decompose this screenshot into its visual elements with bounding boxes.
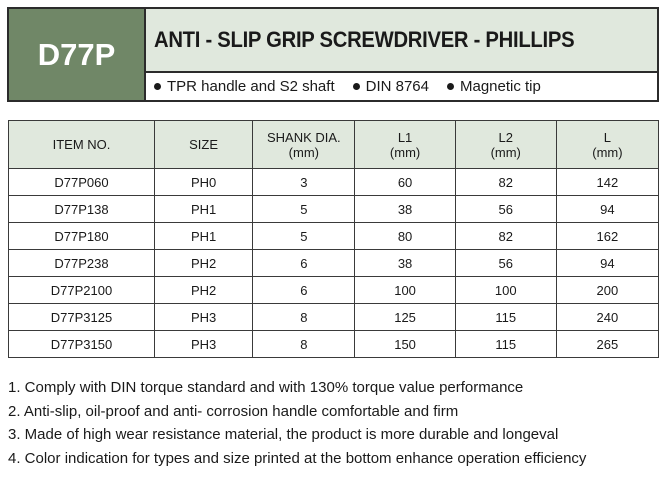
cell-shank-dia: 8	[253, 331, 355, 358]
cell-size: PH2	[155, 277, 253, 304]
table-row	[9, 304, 659, 331]
cell-item-no: D77P138	[9, 196, 155, 223]
cell-l1: 38	[355, 250, 455, 277]
cell-size: PH1	[155, 223, 253, 250]
cell-l1: 125	[355, 304, 455, 331]
product-code: D77P	[9, 9, 146, 100]
table-row	[9, 223, 659, 250]
table-row	[9, 277, 659, 304]
column-header-shank-dia: SHANK DIA. (mm)	[253, 121, 355, 169]
cell-l2: 82	[455, 223, 556, 250]
feature-label: DIN 8764	[365, 78, 429, 95]
cell-size: PH3	[155, 304, 253, 331]
cell-item-no: D77P238	[9, 250, 155, 277]
column-header-l: L (mm)	[556, 121, 658, 169]
cell-shank-dia: 6	[253, 250, 355, 277]
feature-item	[353, 78, 429, 95]
column-header-item-no: ITEM NO.	[9, 121, 155, 169]
cell-l1: 60	[355, 169, 455, 196]
cell-shank-dia: 8	[253, 304, 355, 331]
header-right	[146, 9, 657, 100]
bullet-icon	[353, 83, 360, 90]
cell-l2: 115	[455, 331, 556, 358]
notes-list	[8, 376, 663, 470]
cell-l: 94	[556, 250, 658, 277]
cell-size: PH1	[155, 196, 253, 223]
product-header	[7, 7, 659, 102]
bullet-icon	[447, 83, 454, 90]
feature-item	[447, 78, 541, 95]
cell-l: 162	[556, 223, 658, 250]
cell-l1: 80	[355, 223, 455, 250]
cell-l2: 115	[455, 304, 556, 331]
cell-l: 94	[556, 196, 658, 223]
cell-l: 240	[556, 304, 658, 331]
cell-l1: 100	[355, 277, 455, 304]
feature-item	[154, 78, 335, 95]
cell-l2: 56	[455, 250, 556, 277]
cell-l2: 82	[455, 169, 556, 196]
cell-item-no: D77P2100	[9, 277, 155, 304]
cell-shank-dia: 5	[253, 223, 355, 250]
spec-table	[8, 120, 659, 358]
cell-item-no: D77P060	[9, 169, 155, 196]
cell-shank-dia: 6	[253, 277, 355, 304]
cell-size: PH3	[155, 331, 253, 358]
cell-item-no: D77P3125	[9, 304, 155, 331]
table-row	[9, 250, 659, 277]
note-item: 4. Color indication for types and size printed at the bottom enhance operation efficiency	[8, 449, 587, 467]
table-header-row	[9, 121, 659, 169]
cell-shank-dia: 5	[253, 196, 355, 223]
features-bar	[146, 71, 657, 100]
cell-l2: 56	[455, 196, 556, 223]
cell-size: PH2	[155, 250, 253, 277]
note-item: 2. Anti-slip, oil-proof and anti- corrosion handle comfortable and firm	[8, 402, 459, 420]
cell-item-no: D77P3150	[9, 331, 155, 358]
column-header-l2: L2 (mm)	[455, 121, 556, 169]
table-row	[9, 169, 659, 196]
cell-l: 200	[556, 277, 658, 304]
column-header-l1: L1 (mm)	[355, 121, 455, 169]
note-item: 1. Comply with DIN torque standard and with 130% torque value performance	[8, 379, 524, 396]
cell-l1: 38	[355, 196, 455, 223]
cell-size: PH0	[155, 169, 253, 196]
cell-shank-dia: 3	[253, 169, 355, 196]
note-item: 3. Made of high wear resistance material, the product is more durable and longeval	[8, 426, 559, 443]
cell-l: 265	[556, 331, 658, 358]
feature-label: Magnetic tip	[459, 78, 541, 95]
bullet-icon	[154, 83, 161, 90]
feature-label: TPR handle and S2 shaft	[167, 78, 335, 95]
cell-item-no: D77P180	[9, 223, 155, 250]
table-row	[9, 196, 659, 223]
cell-l: 142	[556, 169, 658, 196]
table-row	[9, 331, 659, 358]
cell-l2: 100	[455, 277, 556, 304]
cell-l1: 150	[355, 331, 455, 358]
title-bar	[146, 9, 657, 71]
column-header-size: SIZE	[155, 121, 253, 169]
product-title: ANTI - SLIP GRIP SCREWDRIVER - PHILLIPS	[154, 27, 575, 52]
